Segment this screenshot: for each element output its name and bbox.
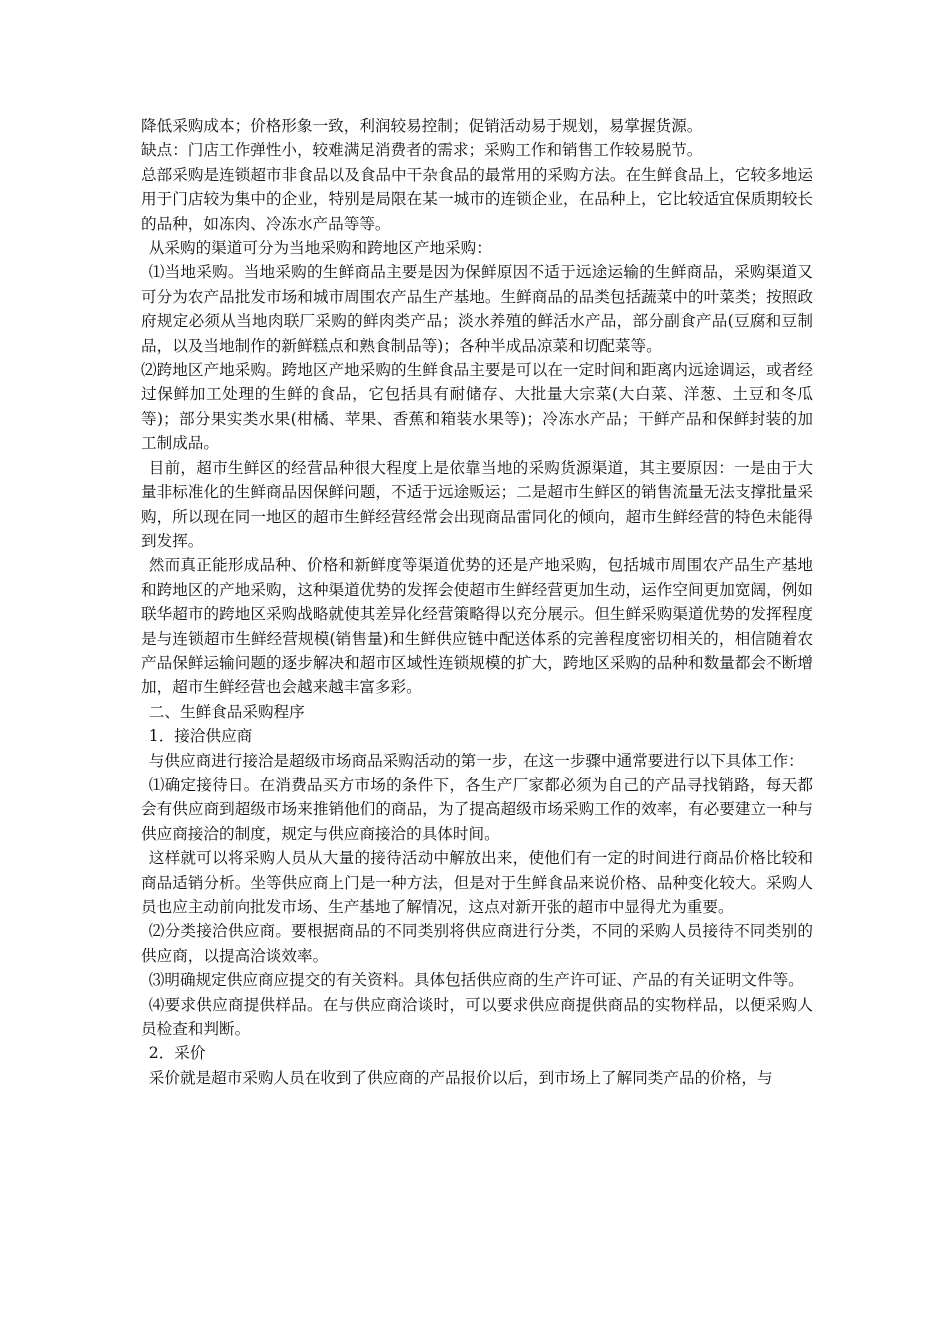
paragraph: 然而真正能形成品种、价格和新鲜度等渠道优势的还是产地采购，包括城市周围农产品生产基地和跨地区的产地采购，这种渠道优势的发挥会使超市生鲜经营更加生动，运作空间更加宽阔，例如联华超市的跨地区采购战略就使其差异化经营策略得以充分展示。但生鲜采购渠道优势的发挥程度是与连锁超市生鲜经营规模(销售量)和生鲜供应链中配送体系的完善程度密切相关的，相信随着农产品保鲜运输问题的逐步解决和超市区域性连锁规模的扩大，跨地区采购的品种和数量都会不断增加，超市生鲜经营也会越来越丰富多彩。	[141, 556, 813, 697]
paragraph: ⑵分类接洽供应商。要根据商品的不同类别将供应商进行分类，不同的采购人员接待不同类别的供应商，以提高洽谈效率。	[141, 922, 813, 965]
paragraph: ⑷要求供应商提供样品。在与供应商洽谈时，可以要求供应商提供商品的实物样品，以便采购人员检查和判断。	[141, 995, 813, 1039]
paragraph: 总部采购是连锁超市非食品以及食品中干杂食品的最常用的采购方法。在生鲜食品上，它较多地运用于门店较为集中的企业，特别是局限在某一城市的连锁企业，在品种上，它比较适宜保质期较长的品种，如冻肉、冷冻水产品等等。	[141, 165, 813, 233]
paragraph: 这样就可以将采购人员从大量的接待活动中解放出来，使他们有一定的时间进行商品价格比较和商品适销分析。坐等供应商上门是一种方法，但是对于生鲜食品来说价格、品种变化较大。采购人员也应主动前向批发市场、生产基地了解情况，这点对新开张的超市中显得尤为重要。	[141, 849, 813, 916]
paragraph: 降低采购成本；价格形象一致，利润较易控制；促销活动易于规划，易掌握货源。	[141, 117, 703, 135]
section-heading: 二、生鲜食品采购程序	[148, 702, 305, 721]
paragraph: 与供应商进行接洽是超级市场商品采购活动的第一步，在这一步骤中通常要进行以下具体工作：	[148, 751, 804, 770]
document-body	[141, 114, 813, 1090]
paragraph: 采价就是超市采购人员在收到了供应商的产品报价以后，到市场上了解同类产品的价格，与	[148, 1068, 773, 1087]
paragraph: ⑶明确规定供应商应提交的有关资料。具体包括供应商的生产许可证、产品的有关证明文件等。	[148, 971, 804, 990]
paragraph: 从采购的渠道可分为当地采购和跨地区产地采购：	[148, 239, 492, 258]
paragraph: ⑴当地采购。当地采购的生鲜商品主要是因为保鲜原因不适于远途运输的生鲜商品，采购渠道又可分为农产品批发市场和城市周围农产品生产基地。生鲜商品的品类包括蔬菜中的叶菜类；按照政府规定必须从当地肉联厂采购的鲜肉类产品；淡水养殖的鲜活水产品，部分副食产品(豆腐和豆制品，以及当地制作的新鲜糕点和熟食制品等)；各种半成品凉菜和切配菜等。	[141, 263, 813, 355]
paragraph: 目前，超市生鲜区的经营品种很大程度上是依靠当地的采购货源渠道，其主要原因：一是由于大量非标准化的生鲜商品因保鲜问题，不适于远途贩运；二是超市生鲜区的销售流量无法支撑批量采购，所以现在同一地区的超市生鲜经营经常会出现商品雷同化的倾向，超市生鲜经营的特色未能得到发挥。	[141, 458, 813, 550]
paragraph: 缺点：门店工作弹性小，较难满足消费者的需求；采购工作和销售工作较易脱节。	[141, 141, 703, 160]
subsection-heading: 2．采价	[148, 1044, 206, 1063]
subsection-heading: 1．接洽供应商	[148, 727, 253, 746]
paragraph: ⑴确定接待日。在消费品买方市场的条件下，各生产厂家都必须为自己的产品寻找销路，每天都会有供应商到超级市场来推销他们的商品，为了提高超级市场采购工作的效率，有必要建立一种与供应商接洽的制度，规定与供应商接洽的具体时间。	[141, 775, 813, 843]
paragraph: ⑵跨地区产地采购。跨地区产地采购的生鲜食品主要是可以在一定时间和距离内远途调运，或者经过保鲜加工处理的生鲜的食品，它包括具有耐储存、大批量大宗菜(大白菜、洋葱、土豆和冬瓜等)；部分果实类水果(柑橘、苹果、香蕉和箱装水果等)；冷冻水产品；干鲜产品和保鲜封装的加工制成品。	[141, 361, 813, 453]
